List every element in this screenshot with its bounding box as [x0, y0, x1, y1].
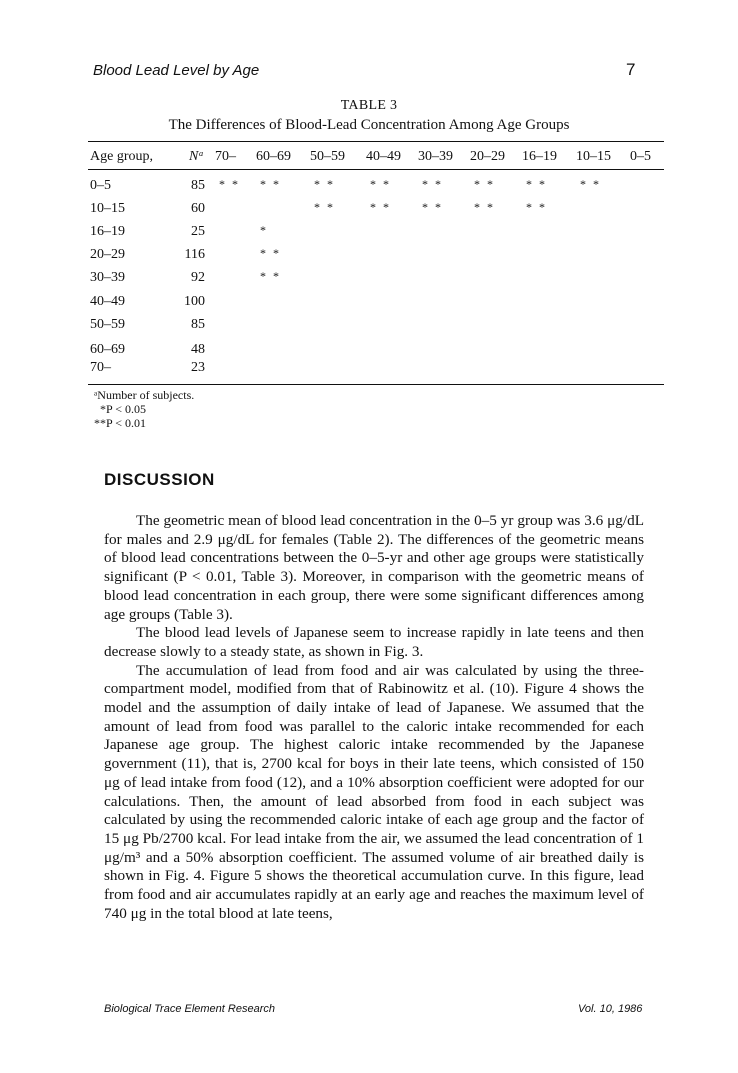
significance-mark: * *	[370, 200, 391, 214]
table-title: The Differences of Blood-Lead Concentration Among Age Groups	[168, 117, 570, 133]
significance-mark: * *	[422, 200, 443, 214]
significance-mark: * *	[526, 177, 547, 191]
column-header-n: Nᵃ	[189, 149, 204, 164]
discussion-body	[104, 512, 644, 923]
significance-mark: * *	[422, 177, 443, 191]
row-subject-count: 60	[191, 201, 205, 216]
significance-mark: * *	[260, 246, 281, 260]
row-subject-count: 116	[184, 247, 205, 262]
volume-info: Vol. 10, 1986	[578, 1003, 643, 1015]
significance-mark: * *	[474, 177, 495, 191]
significance-mark: * *	[580, 177, 601, 191]
section-heading: DISCUSSION	[104, 470, 215, 489]
significance-mark: * *	[526, 200, 547, 214]
significance-mark: * *	[314, 200, 335, 214]
row-age-group: 10–15	[90, 201, 125, 216]
footnote-n: ᵃNumber of subjects.	[94, 388, 195, 402]
page-number: 7	[626, 60, 636, 79]
row-subject-count: 100	[184, 294, 205, 309]
footnote-p01: **P < 0.01	[94, 416, 146, 430]
table-rule-header	[88, 169, 664, 170]
significance-mark: * *	[260, 269, 281, 283]
row-subject-count: 85	[191, 178, 205, 193]
row-age-group: 30–39	[90, 270, 125, 285]
table-label: TABLE 3	[340, 98, 398, 113]
column-header-group: 50–59	[310, 149, 345, 164]
column-header-group: 10–15	[576, 149, 611, 164]
table-rule-top	[88, 141, 664, 142]
significance-mark: * *	[370, 177, 391, 191]
row-age-group: 60–69	[90, 342, 125, 357]
column-header-group: 20–29	[470, 149, 505, 164]
paragraph: The blood lead levels of Japanese seem to increase rapidly in late teens and then decrease slowly to a steady state, as shown in Fig. 3.	[104, 624, 644, 660]
column-header-group: 16–19	[522, 149, 557, 164]
column-header-group: 60–69	[256, 149, 291, 164]
significance-mark: * *	[314, 177, 335, 191]
row-age-group: 16–19	[90, 224, 125, 239]
row-subject-count: 48	[191, 342, 205, 357]
significance-mark: * *	[260, 177, 281, 191]
paragraph: The geometric mean of blood lead concentration in the 0–5 yr group was 3.6 μg/dL for males and 2.9 μg/dL for females (Table 2). The differences of the geometric means of blood lead concentrations between the 0–5-yr and other age groups were statistically significant (P < 0.01, Table 3). Moreover, in comparison with the geometric means of blood lead concentration in each group, there were some significant differences among age groups (Table 3).	[104, 512, 644, 623]
column-header-group: 70–	[215, 149, 236, 164]
journal-name: Biological Trace Element Research	[104, 1003, 275, 1015]
significance-mark: * *	[474, 200, 495, 214]
row-age-group: 0–5	[90, 178, 111, 193]
row-age-group: 70–	[90, 360, 111, 375]
row-subject-count: 85	[191, 317, 205, 332]
column-header-age-group: Age group,	[90, 149, 153, 164]
row-subject-count: 23	[191, 360, 205, 375]
row-subject-count: 92	[191, 270, 205, 285]
paragraph: The accumulation of lead from food and air was calculated by using the three-compartment model, modified from that of Rabinowitz et al. (10). Figure 4 shows the model and the assumption of daily intake of lead of Japanese. We assumed that the amount of lead from food was parallel to the caloric intake recommended for each Japanese age group. The highest caloric intake recommended by the Japanese government (11), that is, 2700 kcal for boys in their late teens, which consisted of 150 μg of lead intake from food (12), and a 10% absorption coefficient were adopted for our calculations. Then, the amount of lead absorbed from food in each subject was calculated by using the recommended caloric intake of each age group and the factor of 15 μg Pb/2700 kcal. For lead intake from the air, we assumed the lead concentration of 1 μg/m³ and a 50% absorption coefficient. The assumed volume of air breathed daily is shown in Fig. 4. Figure 5 shows the theoretical accumulation curve. In this figure, lead from food and air accumulates rapidly at an early age and reaches the maximum level of 740 μg in the total blood at late teens,	[104, 661, 644, 922]
row-age-group: 40–49	[90, 294, 125, 309]
footnote-p05: *P < 0.05	[100, 402, 146, 416]
significance-mark: *	[260, 223, 268, 237]
row-subject-count: 25	[191, 224, 205, 239]
row-age-group: 20–29	[90, 247, 125, 262]
column-header-group: 30–39	[418, 149, 453, 164]
table-rule-bottom	[88, 384, 664, 385]
column-header-group: 40–49	[366, 149, 401, 164]
column-header-group: 0–5	[630, 149, 651, 164]
row-age-group: 50–59	[90, 317, 125, 332]
significance-mark: * *	[219, 177, 240, 191]
running-title: Blood Lead Level by Age	[93, 62, 260, 79]
